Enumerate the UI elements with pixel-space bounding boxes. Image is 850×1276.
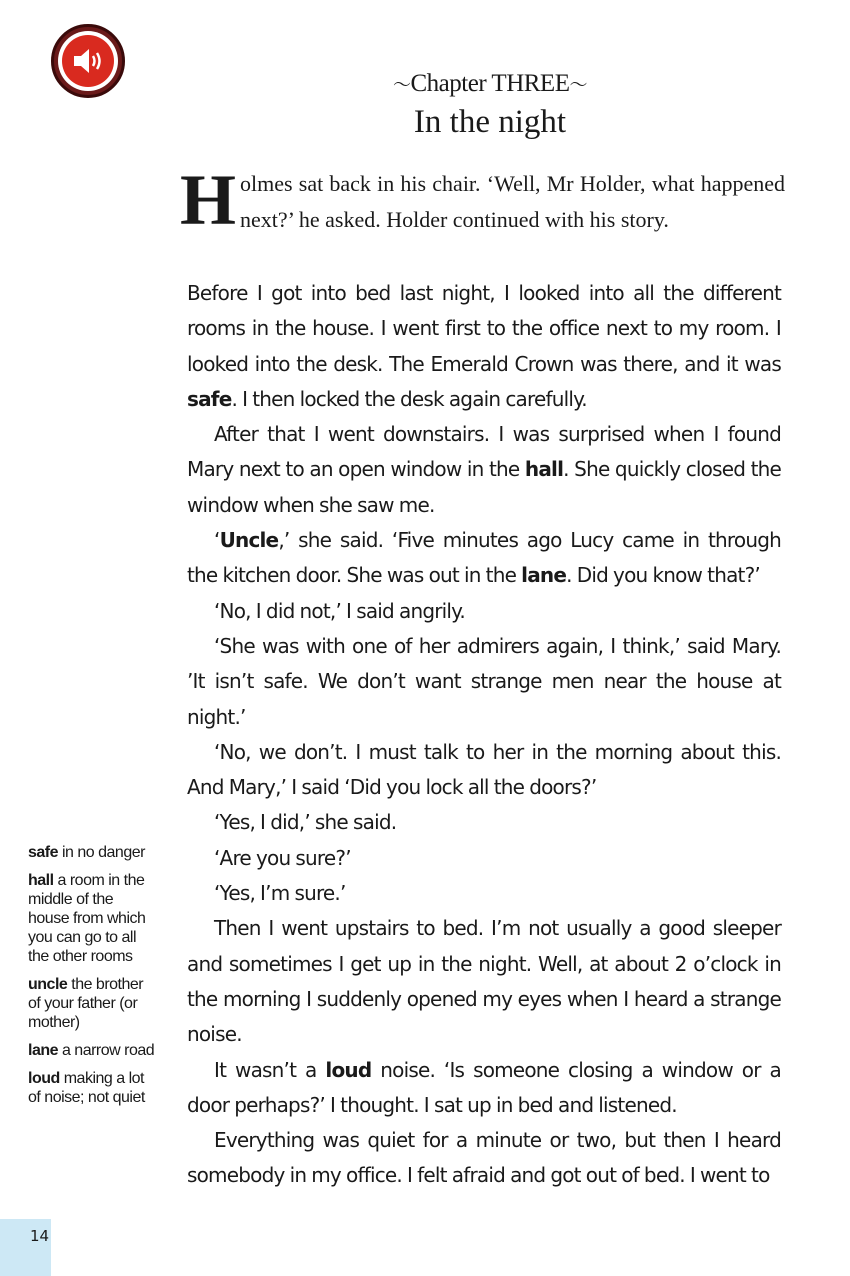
glossary-entry — [28, 1041, 158, 1060]
paragraph — [187, 417, 781, 523]
paragraph — [187, 523, 781, 594]
glossary-entry — [28, 975, 158, 1032]
glossary-definition: making a lot of noise; not quiet — [28, 1070, 145, 1106]
text-run: Then I went upstairs to bed. I’m not usually a good sleeper and sometimes I get up in the night. Well, at about 2 o’clock in the morning I suddenly opened my eyes when I heard a strange noise. — [187, 916, 781, 1047]
glossary-word: safe — [187, 386, 232, 411]
paragraph — [187, 805, 781, 840]
glossary-definition: a narrow road — [58, 1042, 155, 1059]
glossary-term: loud — [28, 1070, 60, 1087]
paragraph — [187, 629, 781, 735]
right-swirl-ornament: 〜 — [569, 75, 587, 95]
text-run: . She quickly closed the window when she saw me. — [187, 457, 782, 517]
glossary-word: loud — [325, 1057, 372, 1082]
page-number: 14 — [30, 1227, 50, 1245]
text-run: ‘She was with one of her admirers again, I think,’ said Mary. ’It isn’t safe. We don’t want strange men near the house at night.’ — [187, 633, 781, 729]
glossary-entry — [28, 1069, 158, 1107]
glossary-entry — [28, 843, 158, 862]
glossary-term: hall — [28, 872, 54, 889]
text-run: Before I got into bed last night, I looked into all the different rooms in the house. I went first to the office next to my room. I looked into the desk. The Emerald Crown was there, and it was — [187, 281, 781, 376]
text-run: ‘No, we don’t. I must talk to her in the morning about this. And Mary,’ I said ‘Did you lock all the doors?’ — [187, 739, 781, 800]
paragraph — [187, 735, 781, 806]
glossary-word: lane — [521, 563, 567, 588]
story-body — [187, 276, 781, 1194]
glossary-term: safe — [28, 844, 59, 861]
text-run: noise. ‘Is someone closing a window or a door perhaps?’ I thought. I sat up in bed and listened. — [187, 1057, 781, 1117]
paragraph — [187, 841, 781, 876]
audio-button-ring — [58, 31, 118, 91]
glossary-term: lane — [28, 1042, 59, 1059]
intro-paragraph — [180, 160, 785, 240]
glossary-word: hall — [524, 457, 564, 482]
glossary-entry — [28, 871, 158, 966]
speaker-icon — [71, 46, 105, 76]
text-run: After that I went downstairs. I was surprised when I found Mary next to an open window in the — [187, 422, 781, 482]
text-run: Everything was quiet for a minute or two, but then I heard somebody in my office. I felt afraid and got out of bed. I went to — [187, 1128, 781, 1188]
glossary-definition: the brother of your father (or mother) — [28, 976, 144, 1031]
glossary-word: Uncle — [219, 528, 279, 553]
glossary-term: uncle — [28, 976, 68, 993]
text-run: ‘Yes, I’m sure.’ — [214, 881, 346, 906]
text-run: It wasn’t a — [214, 1057, 326, 1082]
paragraph — [187, 276, 781, 417]
paragraph — [187, 876, 781, 911]
chapter-label-text: Chapter THREE — [410, 70, 570, 97]
drop-cap: H — [180, 160, 237, 240]
paragraph — [187, 1123, 781, 1194]
text-run: ‘Are you sure?’ — [214, 845, 351, 870]
text-run: ‘No, I did not,’ I said angrily. — [214, 598, 465, 623]
left-swirl-ornament: 〜 — [393, 75, 411, 95]
audio-play-button[interactable] — [51, 24, 125, 98]
glossary-definition: in no danger — [58, 844, 145, 861]
text-run: ,’ she said. ‘Five minutes ago Lucy came in through the kitchen door. She was out in the — [187, 528, 781, 588]
text-run: . Did you know that?’ — [566, 563, 760, 588]
paragraph — [187, 594, 781, 629]
chapter-label — [380, 70, 600, 98]
glossary-definition: a room in the middle of the house from which you can go to all the other rooms — [28, 872, 146, 965]
text-run: . I then locked the desk again carefully. — [231, 386, 587, 411]
chapter-title: In the night — [413, 104, 567, 140]
paragraph — [187, 911, 781, 1052]
text-run: ‘Yes, I did,’ she said. — [214, 810, 397, 835]
text-run: ‘ — [214, 528, 220, 553]
page-number-tab — [0, 1219, 51, 1276]
paragraph — [187, 1053, 781, 1124]
intro-text: olmes sat back in his chair. ‘Well, Mr Holder, what happened next?’ he asked. Holder continued with his story. — [240, 171, 785, 232]
audio-button-core — [62, 35, 114, 87]
glossary-sidebar — [28, 843, 158, 1116]
